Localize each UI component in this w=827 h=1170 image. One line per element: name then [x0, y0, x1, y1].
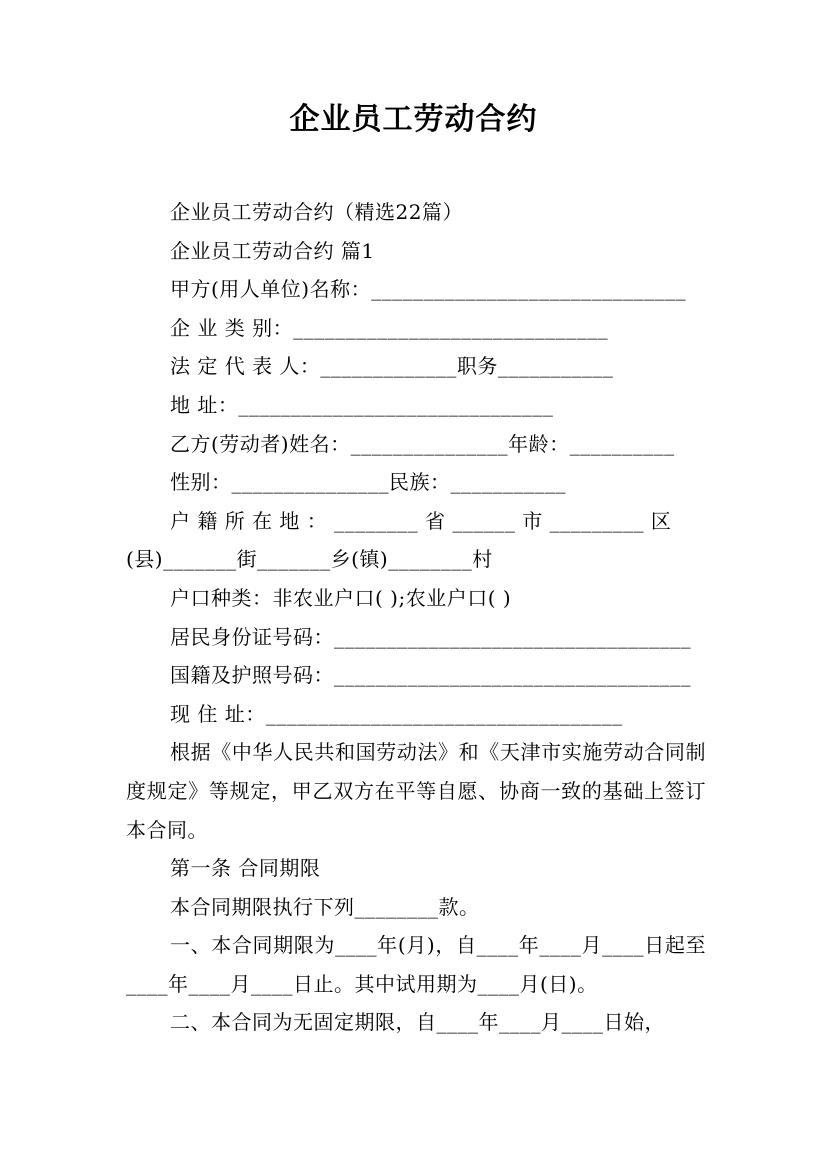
household-type-field: 户口种类：非农业户口( );农业户口( ) [170, 585, 512, 610]
address-field: 地 址：______________________________ [170, 392, 554, 417]
household-registration-field: 户 籍 所 在 地 ： ________ 省 ______ 市 _________ 区 [170, 508, 672, 533]
gender-ethnicity-field: 性别：_______________民族：___________ [170, 470, 566, 495]
subtitle-line: 企业员工劳动合约（精选22篇） [170, 200, 463, 224]
current-address-field: 现 住 址：__________________________________ [170, 701, 623, 726]
party-a-name-field: 甲方(用人单位)名称：______________________________ [170, 277, 687, 302]
term-clause-two: 二、本合同为无固定期限，自____年____月____日始， [170, 1010, 665, 1035]
document-title: 企业员工劳动合约 [289, 102, 538, 137]
legal-representative-field: 法 定 代 表 人：_____________职务___________ [170, 354, 614, 379]
term-clause-one: 一、本合同期限为____年(月)，自____年____月____日起至____年____月____日止。其中试用期为____月(日)。 [126, 933, 706, 996]
company-type-field: 企 业 类 别：______________________________ [170, 315, 609, 340]
term-clause-intro: 本合同期限执行下列________款。 [170, 894, 480, 919]
household-registration-continued: (县)_______街_______乡(镇)________村 [126, 547, 493, 572]
party-b-name-field: 乙方(劳动者)姓名：_______________年龄：__________ [170, 431, 675, 456]
article-one-heading: 第一条 合同期限 [170, 856, 321, 881]
id-number-field: 居民身份证号码：__________________________________ [170, 624, 691, 649]
preamble-paragraph: 根据《中华人民共和国劳动法》和《天津市实施劳动合同制度规定》等规定，甲乙双方在平等自愿、协商一致的基础上签订本合同。 [126, 740, 706, 842]
passport-field: 国籍及护照号码：__________________________________ [170, 663, 691, 688]
section-heading: 企业员工劳动合约 篇1 [170, 238, 375, 263]
document-body [126, 193, 706, 1042]
